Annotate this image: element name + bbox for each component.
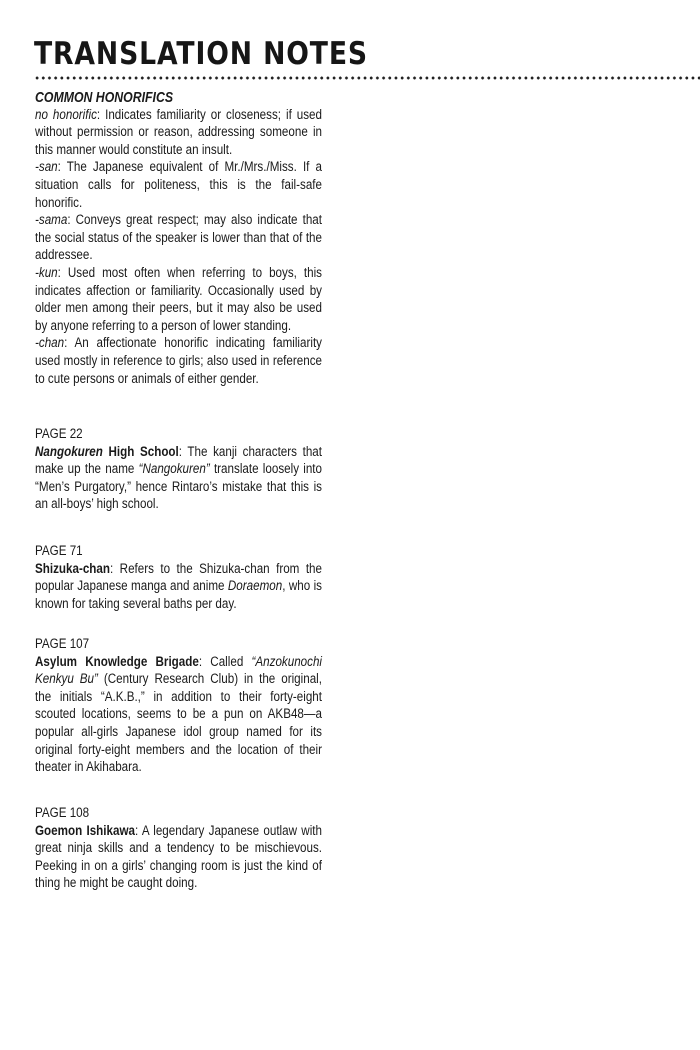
honorific-entry — [35, 212, 322, 265]
term: -san — [35, 159, 58, 176]
definition: : Indicates familiarity or closeness; if used without permission or reason, addressing someone in this manner would constitute an insult. — [35, 106, 322, 158]
dotted-divider — [34, 76, 700, 80]
text: : Refers to the Shizuka-chan from the popular Japanese manga and anime — [35, 560, 322, 595]
definition: : An affectionate honorific indicating familiarity used mostly in reference to girls; also used in reference to cute persons or animals of either gender. — [35, 335, 323, 387]
definition: : Used most often when referring to boys, this indicates affection or familiarity. Occasionally used by older men among their peers, but it may also be used by anyone referring to a person of lower standing. — [35, 264, 323, 334]
honorifics-section — [35, 89, 322, 388]
text: translate loosely into “Men’s Purgatory,” hence Rintaro’s mistake that this is an all-boys’ high school. — [35, 461, 323, 513]
honorific-entry — [35, 107, 322, 160]
term: no honorific — [35, 106, 97, 123]
definition: : Conveys great respect; may also indicate that the social status of the speaker is lower than that of the addressee. — [35, 212, 323, 264]
term: Nangokuren — [35, 443, 103, 460]
term: High School — [102, 443, 179, 460]
term: -sama — [35, 212, 68, 229]
text: Doraemon — [227, 578, 283, 595]
text: (Century Research Club) in the original, the initials “A.K.B.,” in addition to their forty-eight scouted locations, seems to be a pun on AKB48—a popular all-girls Japanese idol group named for its original forty-eight members and the location of their theater in Akihabara. — [35, 671, 322, 776]
honorific-entry — [35, 335, 322, 388]
term: Shizuka-chan — [35, 560, 110, 577]
page-title: TRANSLATION NOTES — [34, 36, 368, 72]
note-page-71 — [35, 543, 322, 613]
page-label: PAGE 108 — [35, 805, 90, 821]
note-text — [35, 654, 322, 777]
page-label: PAGE 22 — [35, 426, 83, 442]
section-heading: COMMON HONORIFICS — [35, 89, 174, 106]
text: : Called — [198, 653, 252, 670]
text: , who is known for taking several baths per day. — [35, 578, 322, 612]
note-page-107 — [35, 636, 322, 777]
text: : The kanji characters that make up the name — [35, 443, 322, 478]
term: -chan — [35, 335, 65, 352]
term: Goemon Ishikawa — [35, 822, 135, 839]
text: : A legendary Japanese outlaw with great ninja skills and a tendency to be mischievous. Peeking in on a girls’ changing room is just the kind of thing he might be caught doing. — [35, 822, 322, 892]
note-page-108 — [35, 805, 322, 893]
honorific-entry — [35, 265, 322, 335]
page-label: PAGE 71 — [35, 543, 83, 559]
text: “Anzokunochi Kenkyu Bu” — [35, 653, 323, 688]
term: -kun — [35, 264, 58, 281]
note-text — [35, 823, 322, 893]
text: “Nangokuren” — [138, 461, 210, 478]
note-page-22 — [35, 426, 322, 514]
note-text — [35, 444, 322, 514]
page-label: PAGE 107 — [35, 636, 90, 652]
definition: : The Japanese equivalent of Mr./Mrs./Miss. If a situation calls for politeness, this is the fail-safe honorific. — [35, 159, 323, 211]
honorific-entry — [35, 159, 322, 212]
term: Asylum Knowledge Brigade — [35, 653, 199, 670]
note-text — [35, 561, 322, 614]
